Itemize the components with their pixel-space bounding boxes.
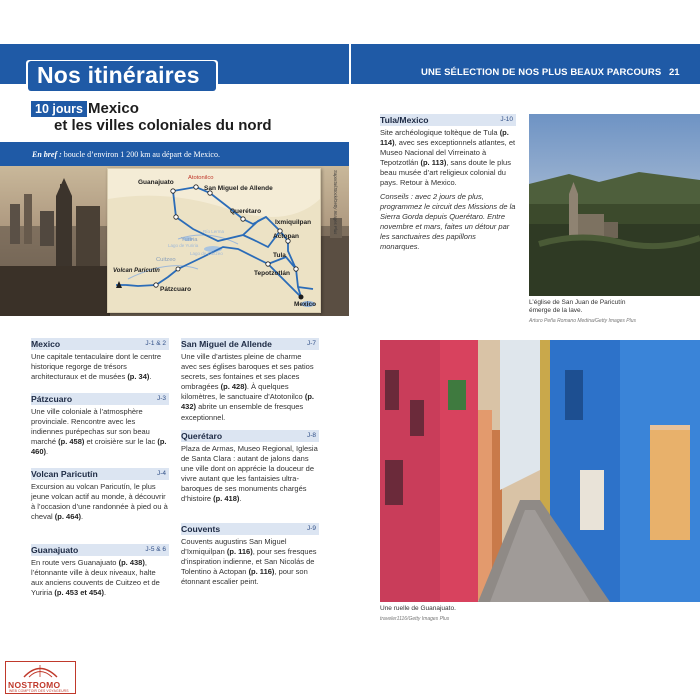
map-label-guanajuato: Guanajuato bbox=[138, 179, 174, 186]
guanajuato-image bbox=[380, 340, 700, 602]
page-ref: (p. 428) bbox=[220, 382, 247, 392]
section-text bbox=[380, 128, 516, 189]
page-ref: (p. 432) bbox=[181, 392, 314, 412]
map-label-actopan: Actopan bbox=[273, 233, 299, 240]
paricutin-credit: Arturo Peña Romano Medina/Getty Images Plus bbox=[529, 318, 636, 324]
paricutin-image bbox=[529, 114, 700, 296]
section-title: Volcan Paricutín bbox=[31, 469, 98, 479]
section-title: Guanajuato bbox=[31, 545, 79, 555]
section-body: Une capitale tentaculaire dont le centre historique regorge de trésors architecturaux et de musées bbox=[31, 352, 162, 382]
section-title: Pátzcuaro bbox=[31, 394, 73, 404]
section-body: Couvents augustins San Miguel d’Ixmiquilpan bbox=[181, 537, 287, 557]
section-body: et croisière sur le lac bbox=[86, 437, 156, 447]
section-text: Plaza de Armas, Museo Regional, Iglesia de Santa Clara : autant de jalons dans une ville dont on apprécie la douceur de vivre autant que les fantaisies ultra-baroques de ses monuments chargés d’histoire (p. 418). bbox=[181, 444, 318, 504]
map-label-tepotzotlan: Tepotzotlán bbox=[254, 270, 290, 277]
section-header bbox=[31, 468, 169, 480]
section-queretaro bbox=[181, 430, 319, 505]
section-text: En route vers Guanajuato (p. 438), l’étonnante ville à deux niveaux, halte aux anciens couvents de Cuitzeo et de Yuriria (p. 453 et 454). bbox=[31, 558, 160, 598]
section-patzcuaro bbox=[31, 393, 169, 457]
page-ref: (p. 114) bbox=[380, 128, 509, 148]
section-title: Tula/Mexico bbox=[380, 115, 429, 125]
route-title-line1: Mexico bbox=[88, 100, 139, 117]
section-body: Plaza de Armas, Museo Regional, Iglesia de Santa Clara : autant de jalons dans une ville dont on apprécie la douceur de vivre autant que les fantaisies ultra-baroques de ses monuments chargés d’histoire bbox=[181, 444, 318, 504]
section-days: J-1 & 2 bbox=[145, 340, 166, 347]
map-label-san-miguel: San Miguel de Allende bbox=[204, 185, 273, 192]
page-ref: (p. 453 et 454) bbox=[54, 588, 104, 598]
section-header bbox=[31, 544, 169, 556]
section-days: J-4 bbox=[156, 470, 166, 477]
section-tip bbox=[380, 192, 516, 253]
page-ref: (p. 438) bbox=[118, 558, 145, 567]
section-header bbox=[380, 114, 516, 126]
section-body: , l’étonnante ville à deux niveaux, halte aux anciens couvents de Cuitzeo et de Yuriria bbox=[31, 558, 160, 598]
tip-text: Conseils : avec 2 jours de plus, programmez le circuit des Missions de la Sierra Gorda depuis Querétaro. Entre novembre et mars, faites un détour par les sanctuaires des papillons monarques. bbox=[380, 191, 516, 252]
map-label-patzcuaro: Pátzcuaro bbox=[160, 286, 192, 293]
section-header bbox=[181, 523, 319, 535]
header-bar-right bbox=[351, 44, 700, 84]
section-days: J-5 & 6 bbox=[145, 546, 166, 553]
logo-tagline: WEB COMPTOIR DES VOYAGEURS bbox=[9, 689, 69, 693]
days-badge: 10 jours bbox=[31, 101, 87, 117]
section-text: Une capitale tentaculaire dont le centre historique regorge de trésors architecturaux et de musées (p. 34). bbox=[31, 352, 162, 382]
section-body: , sans doute le plus beau musée d’art religieux colonial du pays. Retour à Mexico. bbox=[380, 158, 511, 188]
map-credit: Saporta/iStock/Getty Images Plus bbox=[333, 170, 338, 235]
map-label-lago-cuitzeo: Lago de Cuitzeo bbox=[190, 251, 223, 256]
section-body: abrite un ensemble de fresques exceptionnel. bbox=[181, 402, 304, 422]
section-body: Une ville coloniale à l’atmosphère provinciale. Rencontre avec les indiennes purépechas sur son beau marché bbox=[31, 407, 150, 447]
map-label-ixmiquilpan: Ixmiquilpan bbox=[275, 219, 312, 226]
section-guanajuato bbox=[31, 544, 169, 598]
section-body: , avec ses exceptionnels atlantes, et Museo Nacional del Virreinato à Tepotzotlán bbox=[380, 138, 516, 168]
route-map bbox=[107, 168, 321, 313]
page-gutter bbox=[349, 44, 351, 84]
map-label-lago-yuriria: Lago de Yuriria bbox=[168, 243, 199, 248]
map-label-yuriria: Yuriria bbox=[181, 237, 198, 243]
section-body: Excursion au volcan Paricutín, le plus jeune volcan actif au monde, à découvrir à l’occasion d’une randonnée à pied ou à cheval bbox=[31, 482, 168, 522]
section-san-miguel bbox=[181, 338, 319, 423]
map-label-mexico: Mexico bbox=[294, 301, 317, 308]
guanajuato-caption: Une ruelle de Guanajuato. bbox=[380, 605, 456, 612]
page-ref: (p. 116) bbox=[226, 547, 253, 557]
section-tula bbox=[380, 114, 516, 252]
page-ref: (p. 458) bbox=[58, 437, 85, 447]
brief-bar bbox=[0, 142, 349, 166]
page-ref: (p. 418) bbox=[213, 494, 240, 504]
guanajuato-credit: traveler1116/Getty Images Plus bbox=[380, 616, 450, 622]
header-subtitle: UNE SÉLECTION DE NOS PLUS BEAUX PARCOURS bbox=[421, 67, 662, 78]
map-label-tula: Tula bbox=[273, 252, 286, 259]
section-days: J-8 bbox=[306, 432, 316, 439]
page-ref: (p. 116) bbox=[248, 567, 275, 577]
section-title: Querétaro bbox=[181, 431, 223, 441]
section-title: San Miguel de Allende bbox=[181, 339, 272, 349]
page-number: 21 bbox=[669, 67, 680, 78]
map-label-cuitzeo: Cuitzeo bbox=[156, 257, 176, 263]
map-label-rio-lerma: Río Lerma bbox=[203, 229, 225, 234]
paricutin-church-photo bbox=[529, 114, 700, 296]
guanajuato-street-photo bbox=[380, 340, 700, 602]
section-header bbox=[31, 393, 169, 405]
logo-name: NOSTROMO bbox=[8, 680, 61, 690]
page-ref: (p. 460) bbox=[31, 437, 167, 457]
section-days: J-9 bbox=[306, 525, 316, 532]
page-ref: (p. 113) bbox=[420, 158, 447, 168]
section-body: , pour ses fresques d’inspiration indienne, et San Nicolás de Tolentino à Actopan bbox=[181, 547, 317, 577]
route-map-drawing bbox=[108, 169, 320, 312]
section-body: En route vers Guanajuato bbox=[31, 558, 117, 567]
map-label-volcan: Volcan Paricutín bbox=[113, 268, 160, 274]
section-couvents bbox=[181, 523, 319, 587]
route-title-line2: et les villes coloniales du nord bbox=[54, 117, 272, 134]
section-header bbox=[31, 338, 169, 350]
section-body: Site archéologique toltèque de Tula bbox=[380, 128, 498, 137]
section-title: Couvents bbox=[181, 524, 221, 534]
map-label-atotonilco: Atotonilco bbox=[188, 175, 214, 181]
brief-label: En bref : bbox=[32, 150, 62, 159]
brief-text: boucle d’environ 1 200 km au départ de Mexico. bbox=[63, 150, 220, 159]
section-body: , pour son étonnant escalier peint. bbox=[181, 567, 308, 587]
section-days: J-10 bbox=[500, 116, 513, 123]
section-text: Excursion au volcan Paricutín, le plus jeune volcan actif au monde, à découvrir à l’occasion d’une randonnée à pied ou à cheval (p. 464). bbox=[31, 482, 168, 522]
section-body: . À quelques kilomètres, le sanctuaire d’Atotonilco bbox=[181, 382, 303, 402]
section-body: Une ville d’artistes pleine de charme avec ses églises baroques et ses patios secrets, ses fontaines et ses places ombragées bbox=[181, 352, 314, 392]
section-text: Une ville coloniale à l’atmosphère provinciale. Rencontre avec les indiennes purépechas sur son beau marché (p. 458) et croisière sur le lac (p. 460). bbox=[31, 407, 167, 457]
paricutin-caption: L’église de San Juan de Paricutín émerge de la lave. bbox=[529, 299, 626, 315]
page-ref: (p. 464) bbox=[54, 512, 82, 522]
section-paricutin bbox=[31, 468, 169, 522]
section-header bbox=[181, 430, 319, 442]
section-text bbox=[181, 352, 319, 423]
map-label-queretaro: Querétaro bbox=[230, 208, 262, 215]
section-text bbox=[181, 537, 319, 587]
section-title: Mexico bbox=[31, 339, 61, 349]
section-days: J-7 bbox=[306, 340, 316, 347]
page-ref: (p. 34) bbox=[127, 372, 150, 382]
page-title: Nos itinéraires bbox=[37, 62, 200, 88]
mexico-city-photo bbox=[0, 166, 349, 316]
section-days: J-3 bbox=[156, 395, 166, 402]
section-mexico bbox=[31, 338, 169, 382]
section-header bbox=[181, 338, 319, 350]
